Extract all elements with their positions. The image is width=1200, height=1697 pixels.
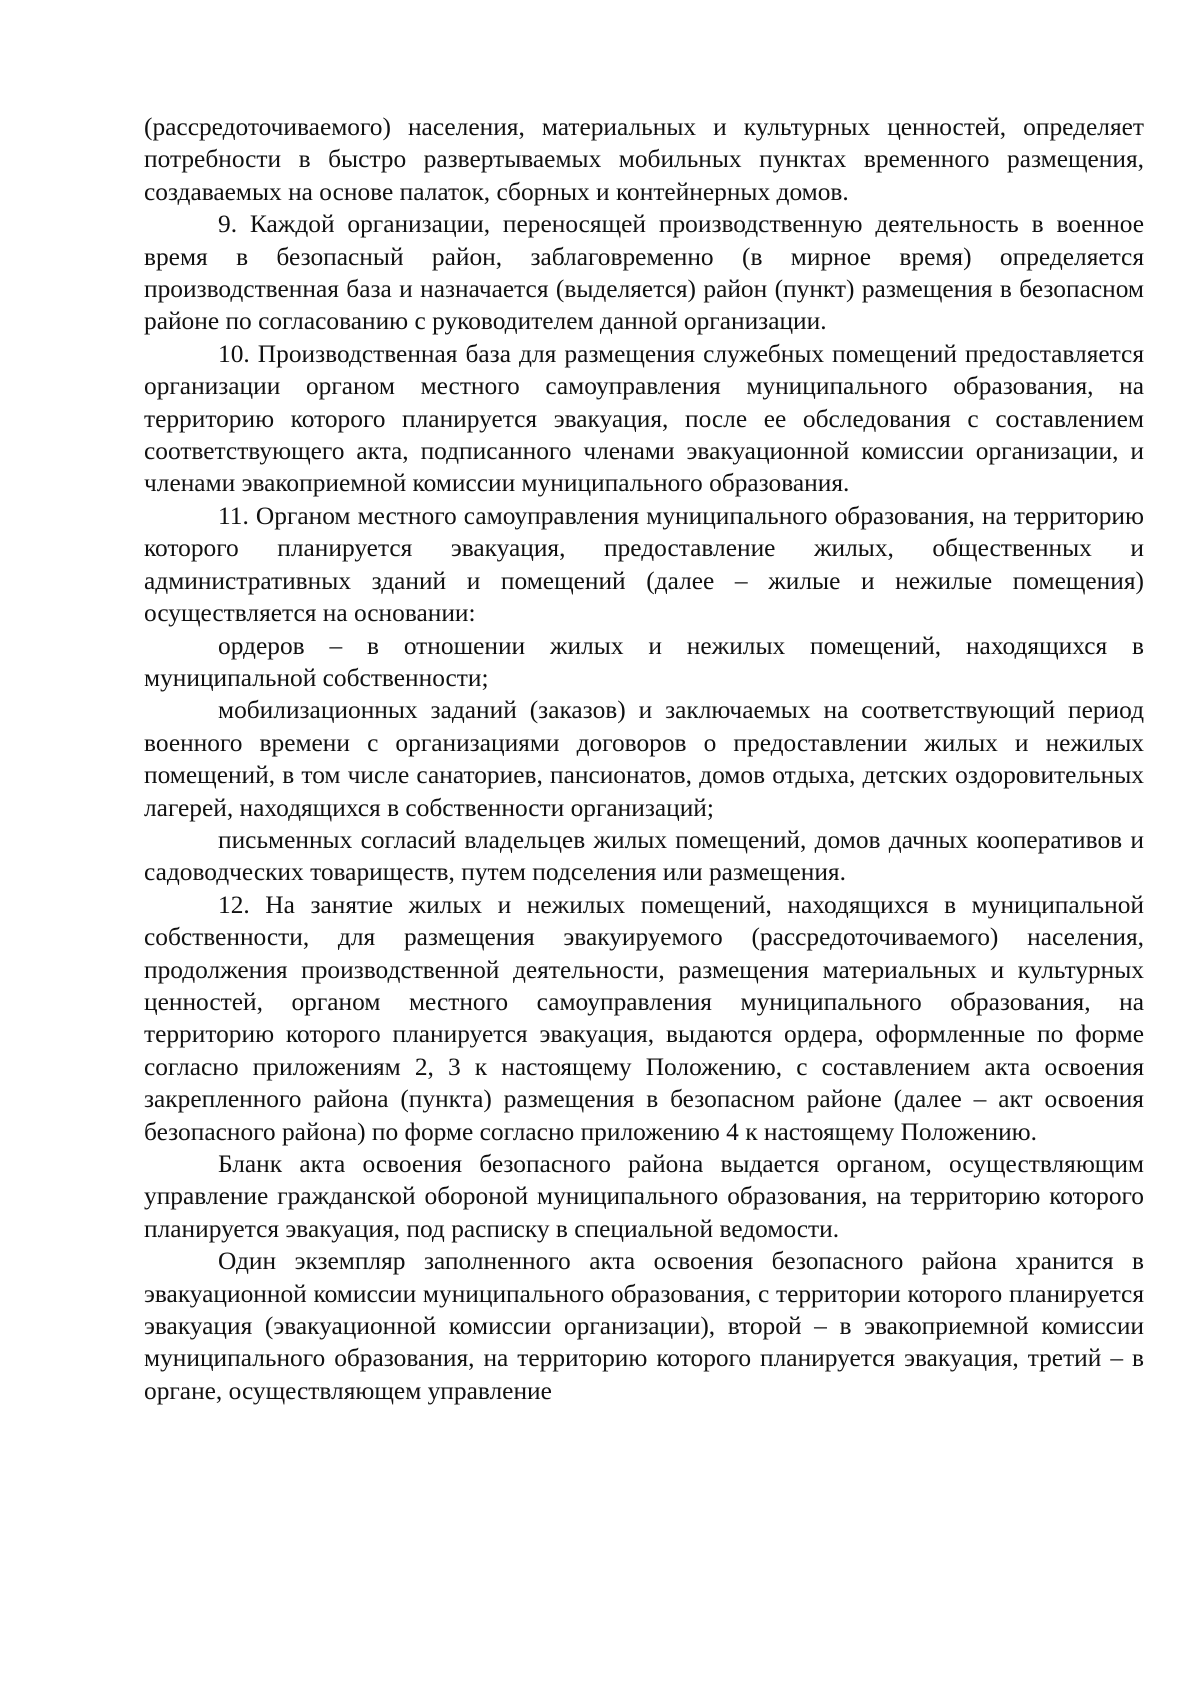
paragraph-continuation: (рассредоточиваемого) населения, материальных и культурных ценностей, определяет потребности в быстро развертываемых мобильных пунктах временного размещения, создаваемых на основе палаток, сборных и контейнерных домов. bbox=[144, 113, 1144, 206]
document-page bbox=[144, 111, 1144, 1407]
paragraph-11: 11. Органом местного самоуправления муниципального образования, на территорию которого планируется эвакуация, предоставление жилых, общественных и административных зданий и помещений (далее – жилые и нежилые помещения) осуществляется на основании: bbox=[144, 501, 1144, 628]
paragraph-11-consents: письменных согласий владельцев жилых помещений, домов дачных кооперативов и садоводческих товариществ, путем подселения или размещения. bbox=[144, 825, 1144, 887]
paragraph-12: 12. На занятие жилых и нежилых помещений, находящихся в муниципальной собственности, для размещения эвакуируемого (рассредоточиваемого) населения, продолжения производственной деятельности, размещения материальных и культурных ценностей, органом местного самоуправления муниципального образования, на территорию которого планируется эвакуация, выдаются ордера, оформленные по форме согласно приложениям 2, 3 к настоящему Положению, с составлением акта освоения закрепленного района (пункта) размещения в безопасном районе (далее – акт освоения безопасного района) по форме согласно приложению 4 к настоящему Положению. bbox=[144, 890, 1144, 1146]
paragraph-11-mobilization: мобилизационных заданий (заказов) и заключаемых на соответствующий период военного времени с организациями договоров о предоставлении жилых и нежилых помещений, в том числе санаториев, пансионатов, домов отдыха, детских оздоровительных лагерей, находящихся в собственности организаций; bbox=[144, 696, 1144, 822]
paragraph-9: 9. Каждой организации, переносящей производственную деятельность в военное время в безопасный район, заблаговременно (в мирное время) определяется производственная база и назначается (выделяется) район (пункт) размещения в безопасном районе по согласованию с руководителем данной организации. bbox=[144, 210, 1144, 336]
paragraph-11-orders: ордеров – в отношении жилых и нежилых помещений, находящихся в муниципальной собственности; bbox=[144, 631, 1144, 692]
paragraph-10: 10. Производственная база для размещения служебных помещений предоставляется организации органом местного самоуправления муниципального образования, на территорию которого планируется эвакуация, после ее обследования с составлением соответствующего акта, подписанного членами эвакуационной комиссии организации, и членами эвакоприемной комиссии муниципального образования. bbox=[144, 339, 1144, 498]
paragraph-copy-storage: Один экземпляр заполненного акта освоения безопасного района хранится в эвакуационной комиссии муниципального образования, с территории которого планируется эвакуация (эвакуационной комиссии организации), второй – в эвакоприемной комиссии муниципального образования, на территорию которого планируется эвакуация, третий – в органе, осуществляющем управление bbox=[144, 1247, 1144, 1405]
paragraph-blank-form: Бланк акта освоения безопасного района выдается органом, осуществляющим управление гражданской обороной муниципального образования, на территорию которого планируется эвакуация, под расписку в специальной ведомости. bbox=[144, 1150, 1144, 1243]
